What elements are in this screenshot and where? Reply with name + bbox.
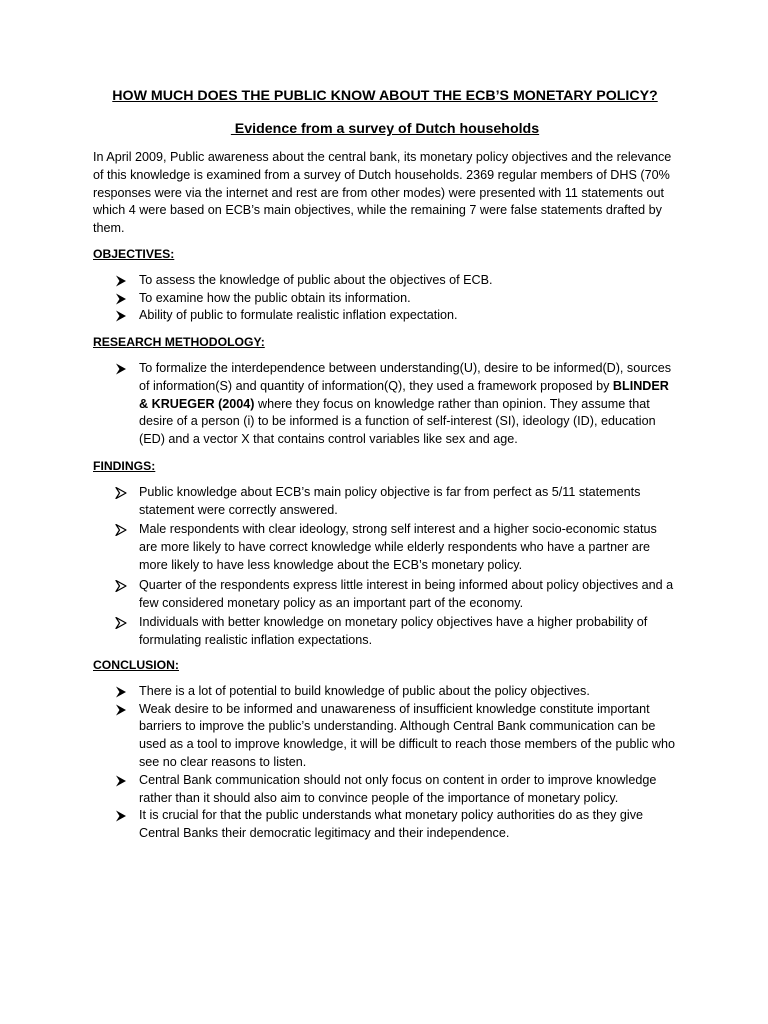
finding-text: Individuals with better knowledge on monetary policy objectives have a higher probability of formulating realistic inflation expectations.: [139, 615, 648, 648]
arrow-bullet-icon: [115, 775, 127, 787]
list-item: [93, 272, 677, 290]
list-item: [93, 614, 677, 650]
arrow-bullet-icon: [115, 310, 127, 322]
outline-arrow-bullet-icon: [115, 580, 127, 592]
objectives-heading: OBJECTIVES:: [93, 246, 175, 261]
outline-arrow-bullet-icon: [115, 487, 127, 499]
findings-list: [93, 484, 677, 650]
finding-text: Male respondents with clear ideology, strong self interest and a higher socio-economic status are more likely to have correct knowledge while elderly respondents who have a partner are more likely to have less knowledge about the ECB’s monetary policy.: [139, 522, 657, 572]
methodology-text-end: where they focus on knowledge rather than opinion. They assume that desire of a person (i) to be informed is a function of self-interest (SI), ideology (ID), education (ED) and a vector X that contains control variables like sex and age.: [139, 396, 656, 447]
arrow-bullet-icon: [115, 810, 127, 822]
intro-paragraph: In April 2009, Public awareness about the central bank, its monetary policy objectives and the relevance of this knowledge is examined from a survey of Dutch households. 2369 regular members of DHS (70% responses were via the internet and rest are from other modes) were presented with 11 statements out which 4 were based on ECB’s main objectives, while the remaining 7 were false statements drafted by them.: [93, 150, 672, 236]
list-item: [93, 701, 677, 772]
objectives-list: [93, 272, 677, 325]
outline-arrow-bullet-icon: [115, 617, 127, 629]
list-item: [93, 360, 677, 449]
list-item: [93, 521, 677, 574]
objective-text: To assess the knowledge of public about the objectives of ECB.: [139, 272, 493, 287]
finding-text: Quarter of the respondents express little interest in being informed about policy objectives and a few considered monetary policy as an important part of the economy.: [139, 577, 674, 610]
outline-arrow-bullet-icon: [115, 524, 127, 536]
conclusion-text: Central Bank communication should not only focus on content in order to improve knowledge rather than it should also aim to convince people of the importance of monetary policy.: [139, 772, 657, 805]
list-item: [93, 807, 677, 843]
arrow-bullet-icon: [115, 704, 127, 716]
list-item: [93, 484, 677, 520]
objective-text: To examine how the public obtain its information.: [139, 290, 411, 305]
findings-heading: FINDINGS:: [93, 458, 156, 473]
arrow-bullet-icon: [115, 275, 127, 287]
conclusion-heading: CONCLUSION:: [93, 657, 179, 672]
conclusion-text: There is a lot of potential to build knowledge of public about the policy objectives.: [139, 683, 590, 698]
arrow-bullet-icon: [115, 686, 127, 698]
list-item: [93, 577, 677, 613]
conclusion-list: [93, 683, 677, 843]
list-item: [93, 290, 677, 308]
document-subtitle: Evidence from a survey of Dutch households: [230, 121, 540, 137]
document-page: [93, 86, 677, 843]
finding-text: Public knowledge about ECB’s main policy objective is far from perfect as 5/11 statements statement were correctly answered.: [139, 484, 641, 517]
methodology-citation: BLINDER & KRUEGER (2004): [139, 378, 669, 411]
conclusion-text: It is crucial for that the public understands what monetary policy authorities do as they give Central Banks their democratic legitimacy and their independence.: [139, 808, 644, 841]
document-title: HOW MUCH DOES THE PUBLIC KNOW ABOUT THE ECB’S MONETARY POLICY?: [112, 88, 658, 104]
arrow-bullet-icon: [115, 293, 127, 305]
conclusion-text: Weak desire to be informed and unawareness of insufficient knowledge constitute important barriers to improve the public’s understanding. Although Central Bank communication can be used as a tool to improve knowledge, it will be difficult to reach those members of the public who see no clear reasons to listen.: [139, 701, 675, 769]
objective-text: Ability of public to formulate realistic inflation expectation.: [139, 308, 458, 323]
methodology-list: [93, 360, 677, 449]
methodology-heading: RESEARCH METHODOLOGY:: [93, 335, 265, 350]
arrow-bullet-icon: [115, 363, 127, 375]
methodology-text-start: To formalize the interdependence between understanding(U), desire to be informed(D), sources of information(S) and quantity of information(Q), they used a framework proposed by: [139, 360, 672, 393]
list-item: [93, 772, 677, 808]
list-item: [93, 683, 677, 701]
list-item: [93, 307, 677, 325]
